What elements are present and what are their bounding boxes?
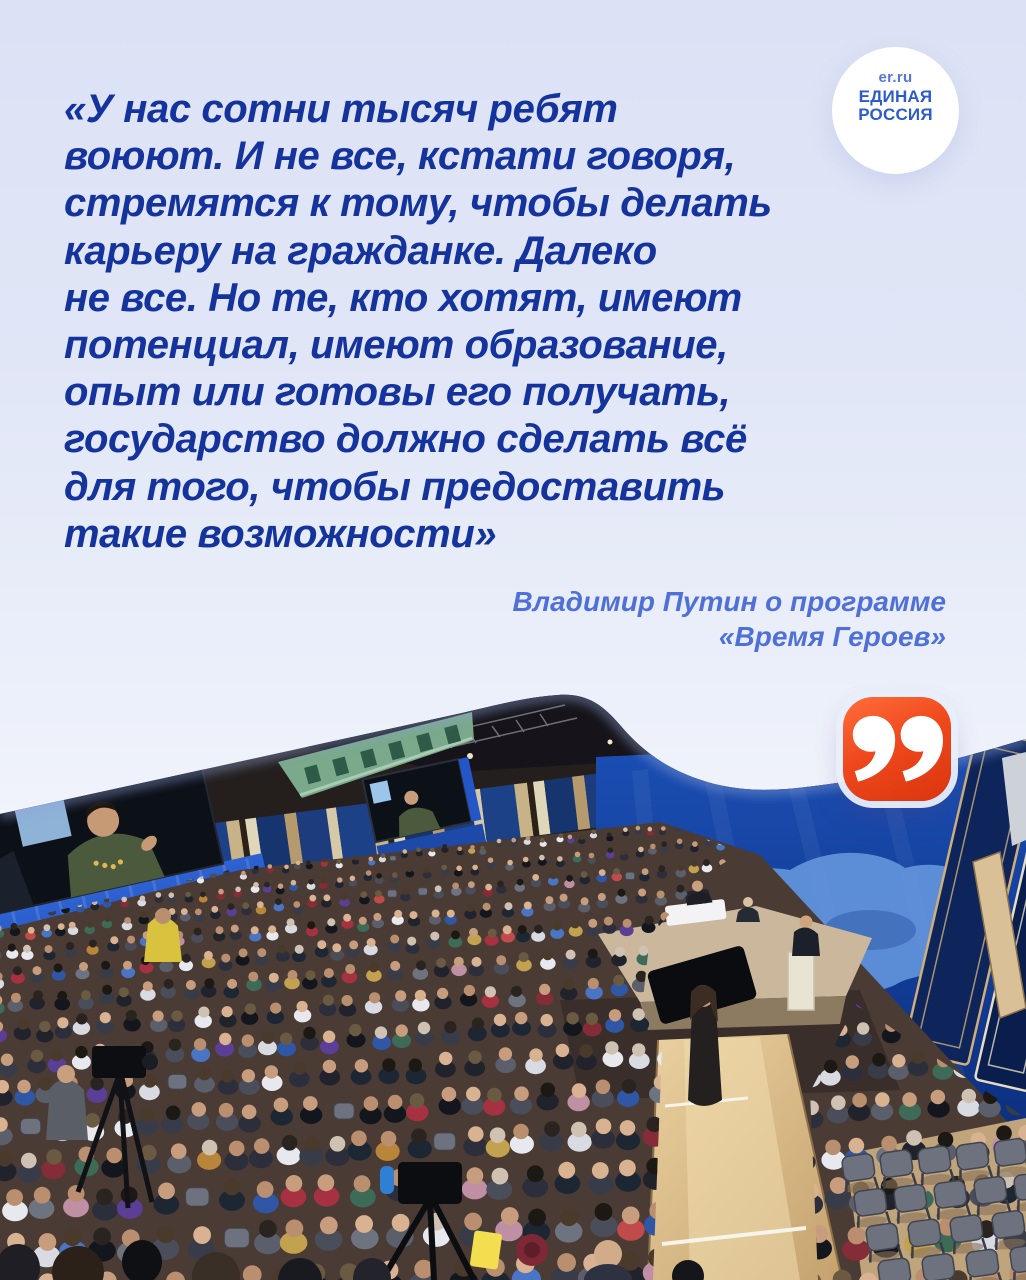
er-logo-name bbox=[832, 88, 959, 124]
quote-line: государство должно сделать всё bbox=[64, 417, 747, 462]
quote-line: карьеру на гражданке. Далеко bbox=[64, 228, 657, 273]
quote-line: опыт или готовы его получать, bbox=[64, 370, 731, 415]
quote-line: стремятся к тому, чтобы делать bbox=[64, 181, 772, 226]
er-logo-name-line: ЕДИНАЯ bbox=[858, 87, 933, 106]
quote-line: для того, чтобы предоставить bbox=[64, 464, 726, 509]
er-logo-badge bbox=[832, 47, 959, 174]
quote-line: потенциал, имеют образование, bbox=[64, 323, 728, 368]
quote-line: такие возможности» bbox=[64, 511, 497, 556]
attribution-line: «Время Героев» bbox=[718, 621, 946, 652]
quote-line: «У нас сотни тысяч ребят bbox=[64, 87, 618, 131]
quote-line: воюют. И не все, кстати говоря, bbox=[64, 134, 736, 179]
er-logo-domain: er.ru bbox=[878, 69, 913, 86]
er-logo-name-line: РОССИЯ bbox=[858, 105, 933, 124]
quote-badge bbox=[843, 697, 951, 801]
quotation-marks-icon bbox=[851, 712, 943, 786]
attribution-line: Владимир Путин о программе bbox=[512, 586, 946, 617]
quote-line: не все. Но те, кто хотят, имеют bbox=[64, 275, 742, 320]
